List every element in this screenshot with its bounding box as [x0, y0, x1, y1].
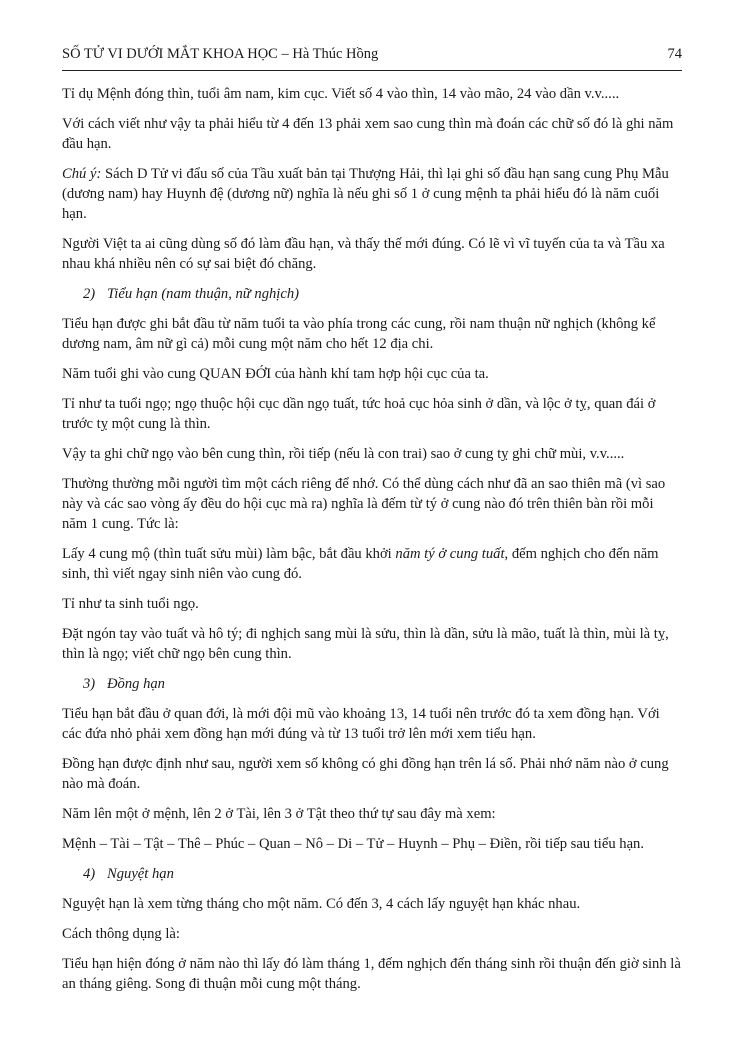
section-title: Tiểu hạn (nam thuận, nữ nghịch): [107, 286, 299, 302]
paragraph: Tỉ dụ Mệnh đóng thìn, tuổi âm nam, kim cục. Viết số 4 vào thìn, 14 vào mão, 24 vào dần v.v.....: [62, 86, 620, 102]
paragraph: Thường thường mỗi người tìm một cách riêng để nhớ. Có thể dùng cách như đã an sao thiên mã (vì sao này và các sao vòng ấy đều do hội cục mà ra) nghĩa là đếm từ tý ở cung nào đó trên thiên bàn rồi mỗi năm 1 cung. Tức là:: [62, 476, 666, 532]
paragraph: Năm tuổi ghi vào cung QUAN ĐỚI của hành khí tam hợp hội cục của ta.: [62, 366, 489, 382]
paragraph: Đồng hạn được định như sau, người xem số không có ghi đồng hạn trên lá số. Phải nhớ năm nào ở cung nào mà đoán.: [62, 756, 669, 792]
paragraph: Tiểu hạn được ghi bắt đầu từ năm tuổi ta vào phía trong các cung, rồi nam thuận nữ nghịch (không kể dương nam, âm nữ gì cả) mỗi cung một năm cho hết 12 địa chi.: [62, 316, 656, 352]
emphasis-text: năm tý ở cung tuất: [395, 546, 505, 562]
section-title: Nguyệt hạn: [107, 866, 174, 882]
paragraph: Tỉ như ta tuổi ngọ; ngọ thuộc hội cục dần ngọ tuất, tức hoả cục hỏa sinh ở dần, và lộc ở tỵ, quan đái ở trước tỵ một cung là thìn.: [62, 396, 656, 432]
paragraph: Nguyệt hạn là xem từng tháng cho một năm. Có đến 3, 4 cách lấy nguyệt hạn khác nhau.: [62, 896, 581, 912]
running-title: SỐ TỬ VI DƯỚI MẮT KHOA HỌC – Hà Thúc Hồng: [62, 46, 379, 62]
paragraph: Năm lên một ở mệnh, lên 2 ở Tài, lên 3 ở Tật theo thứ tự sau đây mà xem:: [62, 806, 496, 822]
paragraph: Đặt ngón tay vào tuất và hô tý; đi nghịch sang mùi là sửu, thìn là dần, sửu là mão, tuất là thìn, mùi là tỵ, thìn là ngọ; viết chữ ngọ bên cung thìn.: [62, 626, 669, 662]
paragraph: Tiểu hạn bắt đầu ở quan đới, là mới đội mũ vào khoảng 13, 14 tuổi nên trước đó ta xem đồng hạn. Với các đứa nhỏ phải xem đồng hạn mới đúng và từ 13 tuổi trở lên mới xem tiểu hạn.: [62, 706, 660, 742]
section-number: 3): [83, 676, 96, 692]
section-heading-2: [62, 284, 682, 304]
paragraph: Vậy ta ghi chữ ngọ vào bên cung thìn, rồi tiếp (nếu là con trai) sao ở cung tỵ ghi chữ mùi, v.v.....: [62, 446, 625, 462]
page-header: [62, 46, 682, 71]
section-number: 2): [83, 286, 96, 302]
text-run: Lấy 4 cung mộ (thìn tuất sửu mùi) làm bậc, bắt đầu khởi: [62, 546, 396, 562]
paragraph: Người Việt ta ai cũng dùng số đó làm đầu hạn, và thấy thế mới đúng. Có lẽ vì vĩ tuyến của ta và Tầu xa nhau khá nhiều nên có sự sai biệt đó chăng.: [62, 236, 665, 272]
paragraph: Tỉ như ta sinh tuổi ngọ.: [62, 596, 199, 612]
section-heading-4: [62, 864, 682, 884]
paragraph: Với cách viết như vậy ta phải hiểu từ 4 đến 13 phải xem sao cung thìn mà đoán các chữ số đó là ghi năm đầu hạn.: [62, 116, 674, 152]
page-body: [62, 84, 682, 1004]
paragraph: [62, 544, 682, 584]
note-text: Sách D Tử vi đẩu số của Tầu xuất bản tại Thượng Hải, thì lại ghi số đầu hạn sang cung Phụ Mẫu (dương nam) hay Huynh đệ (dương nữ) nghĩa là nếu ghi số 1 ở cung mệnh ta phải hiểu đó là năm cuối hạn.: [62, 166, 669, 222]
text-run: , đếm nghịch cho đến năm sinh, thì viết ngay sinh niên vào cung đó.: [62, 546, 659, 582]
page-number: 74: [667, 46, 682, 62]
paragraph: Cách thông dụng là:: [62, 926, 180, 942]
note-label: Chú ý:: [62, 166, 102, 182]
section-heading-3: [62, 674, 682, 694]
paragraph: Tiểu hạn hiện đóng ở năm nào thì lấy đó làm tháng 1, đếm nghịch đến tháng sinh rồi thuận đến giờ sinh là an tháng giêng. Song đi thuận mỗi cung một tháng.: [62, 956, 681, 992]
note-paragraph: [62, 164, 682, 224]
paragraph: Mệnh – Tài – Tật – Thê – Phúc – Quan – Nô – Di – Tử – Huynh – Phụ – Điền, rồi tiếp sau tiểu hạn.: [62, 836, 645, 852]
section-number: 4): [83, 866, 96, 882]
section-title: Đồng hạn: [107, 676, 165, 692]
